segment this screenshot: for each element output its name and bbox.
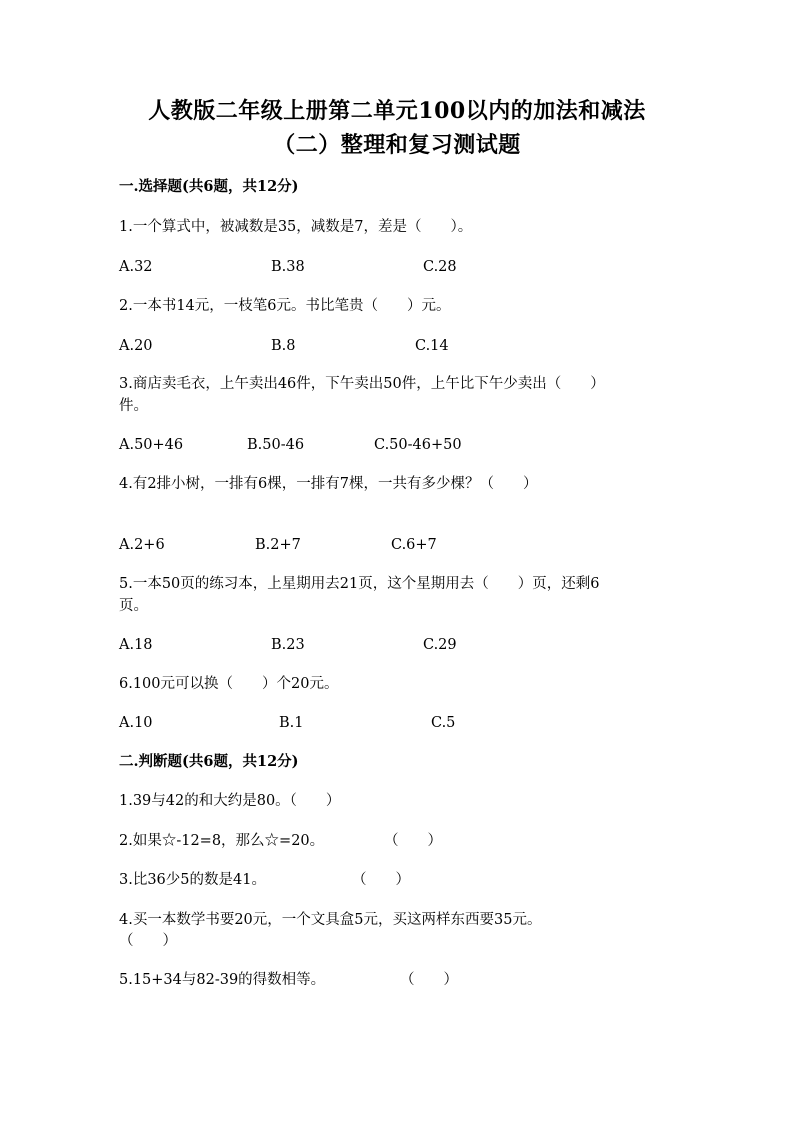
- option-a: A.2+6: [119, 537, 165, 553]
- answer-blank: （ ）: [384, 833, 442, 849]
- option-b: B.1: [279, 715, 304, 731]
- option-a: A.18: [119, 637, 153, 653]
- page-title-line2: （二）整理和复习测试题: [273, 132, 521, 158]
- question-text-continued: 页。: [119, 598, 148, 614]
- question-text: 5.一本50页的练习本，上星期用去21页，这个星期用去（ ）页，还剩6: [119, 576, 600, 592]
- option-c: C.5: [431, 715, 456, 731]
- option-b: B.2+7: [255, 537, 301, 553]
- question-text: 4.有2排小树，一排有6棵，一排有7棵，一共有多少棵？（ ）: [119, 476, 538, 492]
- question-text: 6.100元可以换（ ）个20元。: [119, 676, 339, 692]
- answer-blank: （ ）: [119, 933, 177, 949]
- option-a: A.20: [119, 338, 153, 354]
- option-b: B.50-46: [247, 437, 305, 453]
- option-a: A.50+46: [119, 437, 184, 453]
- question-text-continued: 件。: [119, 398, 148, 414]
- question-text: 5.15+34与82-39的得数相等。: [119, 972, 326, 988]
- question-text: 3.商店卖毛衣，上午卖出46件，下午卖出50件，上午比下午少卖出（ ）: [119, 376, 605, 392]
- option-b: B.8: [271, 338, 296, 354]
- section-heading-true-false: 二.判断题(共6题，共12分): [119, 753, 299, 770]
- option-c: C.28: [423, 259, 457, 275]
- question-text: 4.买一本数学书要20元，一个文具盒5元，买这两样东西要35元。: [119, 912, 542, 928]
- answer-blank: （ ）: [400, 972, 458, 988]
- option-c: C.6+7: [391, 537, 437, 553]
- option-c: C.14: [415, 338, 449, 354]
- option-a: A.32: [119, 259, 153, 275]
- option-b: B.23: [271, 637, 305, 653]
- question-text: 1.一个算式中，被减数是35，减数是7，差是（ ）。: [119, 219, 473, 235]
- option-c: C.50-46+50: [374, 437, 462, 453]
- question-text: 2.如果☆-12=8，那么☆=20。: [119, 833, 325, 849]
- question-text: 2.一本书14元，一枝笔6元。书比笔贵（ ）元。: [119, 298, 451, 314]
- section-heading-choice: 一.选择题(共6题，共12分): [119, 178, 299, 195]
- option-b: B.38: [271, 259, 305, 275]
- question-text: 3.比36少5的数是41。: [119, 872, 266, 888]
- question-text: 1.39与42的和大约是80。（ ）: [119, 793, 341, 809]
- option-a: A.10: [119, 715, 153, 731]
- option-c: C.29: [423, 637, 457, 653]
- answer-blank: （ ）: [352, 872, 410, 888]
- page-title-line1: 人教版二年级上册第二单元100以内的加法和减法: [148, 98, 646, 124]
